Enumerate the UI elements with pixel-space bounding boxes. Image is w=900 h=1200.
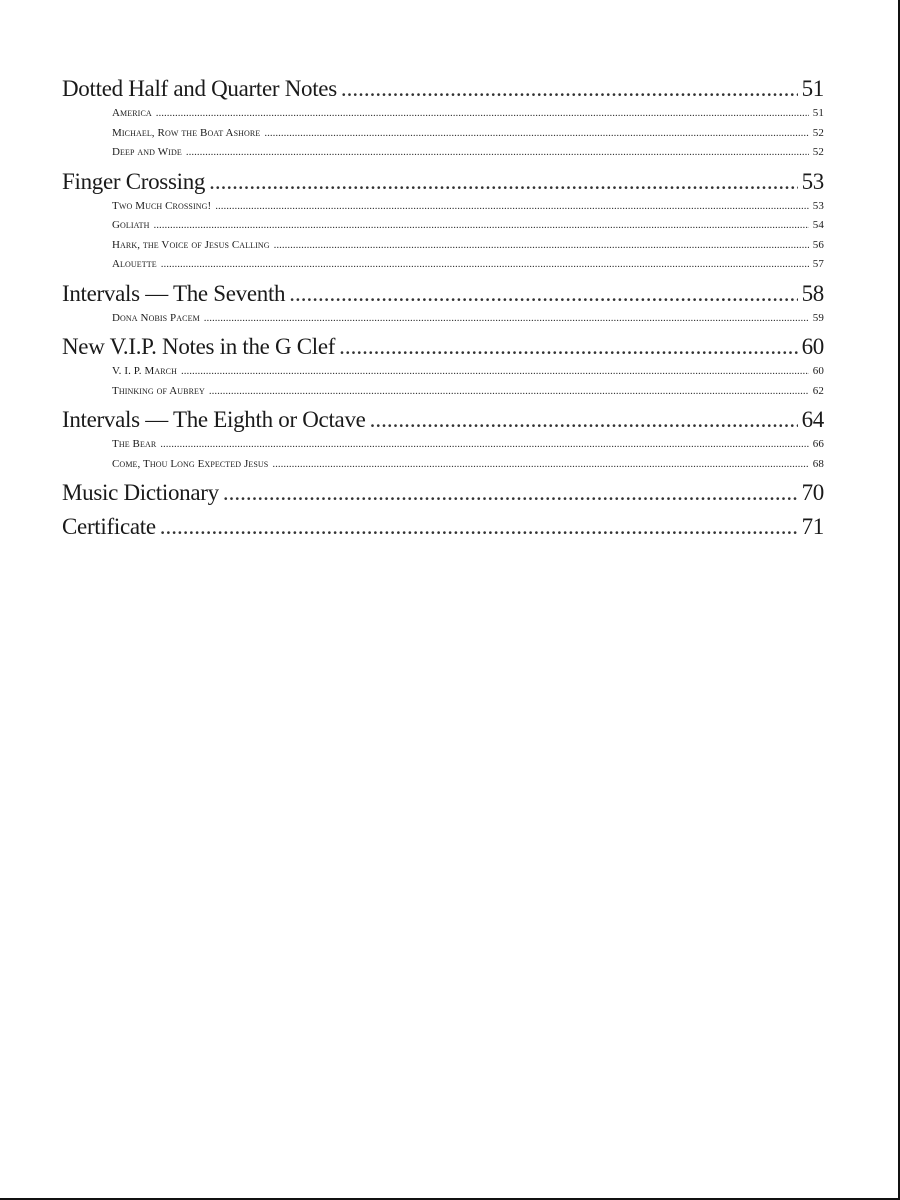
dot-leader: [274, 236, 809, 256]
song-page-number: 51: [812, 107, 824, 119]
toc-section: [62, 167, 824, 275]
song-title: V. I. P. March: [112, 365, 177, 377]
song-page-number: 68: [812, 457, 824, 470]
chapter-title: Dotted Half and Quarter Notes: [62, 76, 337, 101]
song-title: Deep and Wide: [112, 146, 182, 158]
song-title: Dona Nobis Pacem: [112, 311, 200, 324]
song-title: Come, Thou Long Expected Jesus: [112, 457, 269, 470]
song-title: Michael, Row the Boat Ashore: [112, 126, 261, 139]
toc-chapter-entry[interactable]: [62, 167, 824, 197]
song-page-number: 62: [812, 384, 824, 397]
toc-song-entry[interactable]: [62, 236, 824, 256]
song-page-number: 59: [812, 311, 824, 324]
toc-song-entry[interactable]: [62, 124, 824, 144]
dot-leader: [272, 455, 808, 475]
chapter-title: New V.I.P. Notes in the G Clef: [62, 334, 336, 359]
song-title: The Bear: [112, 438, 157, 450]
dot-leader: [215, 197, 809, 217]
toc-chapter-entry[interactable]: [62, 405, 824, 435]
song-page-number: 52: [812, 146, 824, 158]
dot-leader: [161, 255, 809, 275]
chapter-title: Intervals — The Seventh: [62, 280, 286, 306]
song-page-number: 53: [812, 199, 824, 212]
chapter-title: Intervals — The Eighth or Octave: [62, 407, 366, 432]
toc-section: [62, 405, 824, 474]
dot-leader: [341, 74, 798, 104]
toc-song-entry[interactable]: [62, 216, 824, 236]
chapter-page-number: 70: [801, 480, 824, 505]
dot-leader: [160, 435, 809, 455]
song-page-number: 66: [812, 438, 824, 450]
chapter-page-number: 60: [801, 334, 824, 359]
chapter-title: Music Dictionary: [62, 480, 219, 505]
dot-leader: [154, 216, 809, 236]
chapter-page-number: 53: [801, 168, 824, 194]
toc-song-entry[interactable]: [62, 104, 824, 124]
toc-chapter-entry[interactable]: [62, 74, 824, 104]
chapter-title: Certificate: [62, 514, 156, 539]
dot-leader: [204, 309, 809, 329]
toc-chapter-entry[interactable]: [62, 478, 824, 508]
toc-chapter-entry[interactable]: [62, 279, 824, 309]
dot-leader: [209, 167, 798, 197]
dot-leader: [289, 279, 797, 309]
song-page-number: 60: [812, 365, 824, 377]
toc-section: [62, 279, 824, 329]
song-title: Two Much Crossing!: [112, 199, 212, 212]
toc-section: [62, 332, 824, 401]
toc-song-entry[interactable]: [62, 309, 824, 329]
toc-section: [62, 74, 824, 163]
chapter-page-number: 58: [801, 280, 824, 306]
chapter-title: Finger Crossing: [62, 168, 206, 194]
song-page-number: 56: [812, 238, 824, 251]
toc-chapter-entry[interactable]: [62, 512, 824, 542]
dot-leader: [209, 382, 809, 402]
table-of-contents: [62, 74, 824, 542]
toc-song-entry[interactable]: [62, 435, 824, 455]
dot-leader: [186, 143, 809, 163]
chapter-page-number: 64: [801, 407, 824, 432]
song-title: Alouette: [112, 258, 157, 270]
dot-leader: [370, 405, 798, 435]
toc-song-entry[interactable]: [62, 143, 824, 163]
toc-section: [62, 512, 824, 542]
toc-song-entry[interactable]: [62, 255, 824, 275]
dot-leader: [264, 124, 808, 144]
dot-leader: [156, 104, 809, 124]
dot-leader: [181, 362, 809, 382]
song-title: Goliath: [112, 219, 150, 231]
song-title: America: [112, 107, 152, 119]
toc-song-entry[interactable]: [62, 382, 824, 402]
toc-section: [62, 478, 824, 508]
toc-song-entry[interactable]: [62, 197, 824, 217]
dot-leader: [223, 478, 798, 508]
chapter-page-number: 71: [801, 514, 824, 539]
chapter-page-number: 51: [801, 76, 824, 101]
song-page-number: 52: [812, 126, 824, 139]
song-title: Thinking of Aubrey: [112, 384, 205, 397]
toc-chapter-entry[interactable]: [62, 332, 824, 362]
dot-leader: [160, 512, 798, 542]
dot-leader: [339, 332, 797, 362]
toc-song-entry[interactable]: [62, 455, 824, 475]
toc-song-entry[interactable]: [62, 362, 824, 382]
song-title: Hark, the Voice of Jesus Calling: [112, 238, 270, 251]
song-page-number: 57: [812, 258, 824, 270]
song-page-number: 54: [812, 219, 824, 231]
